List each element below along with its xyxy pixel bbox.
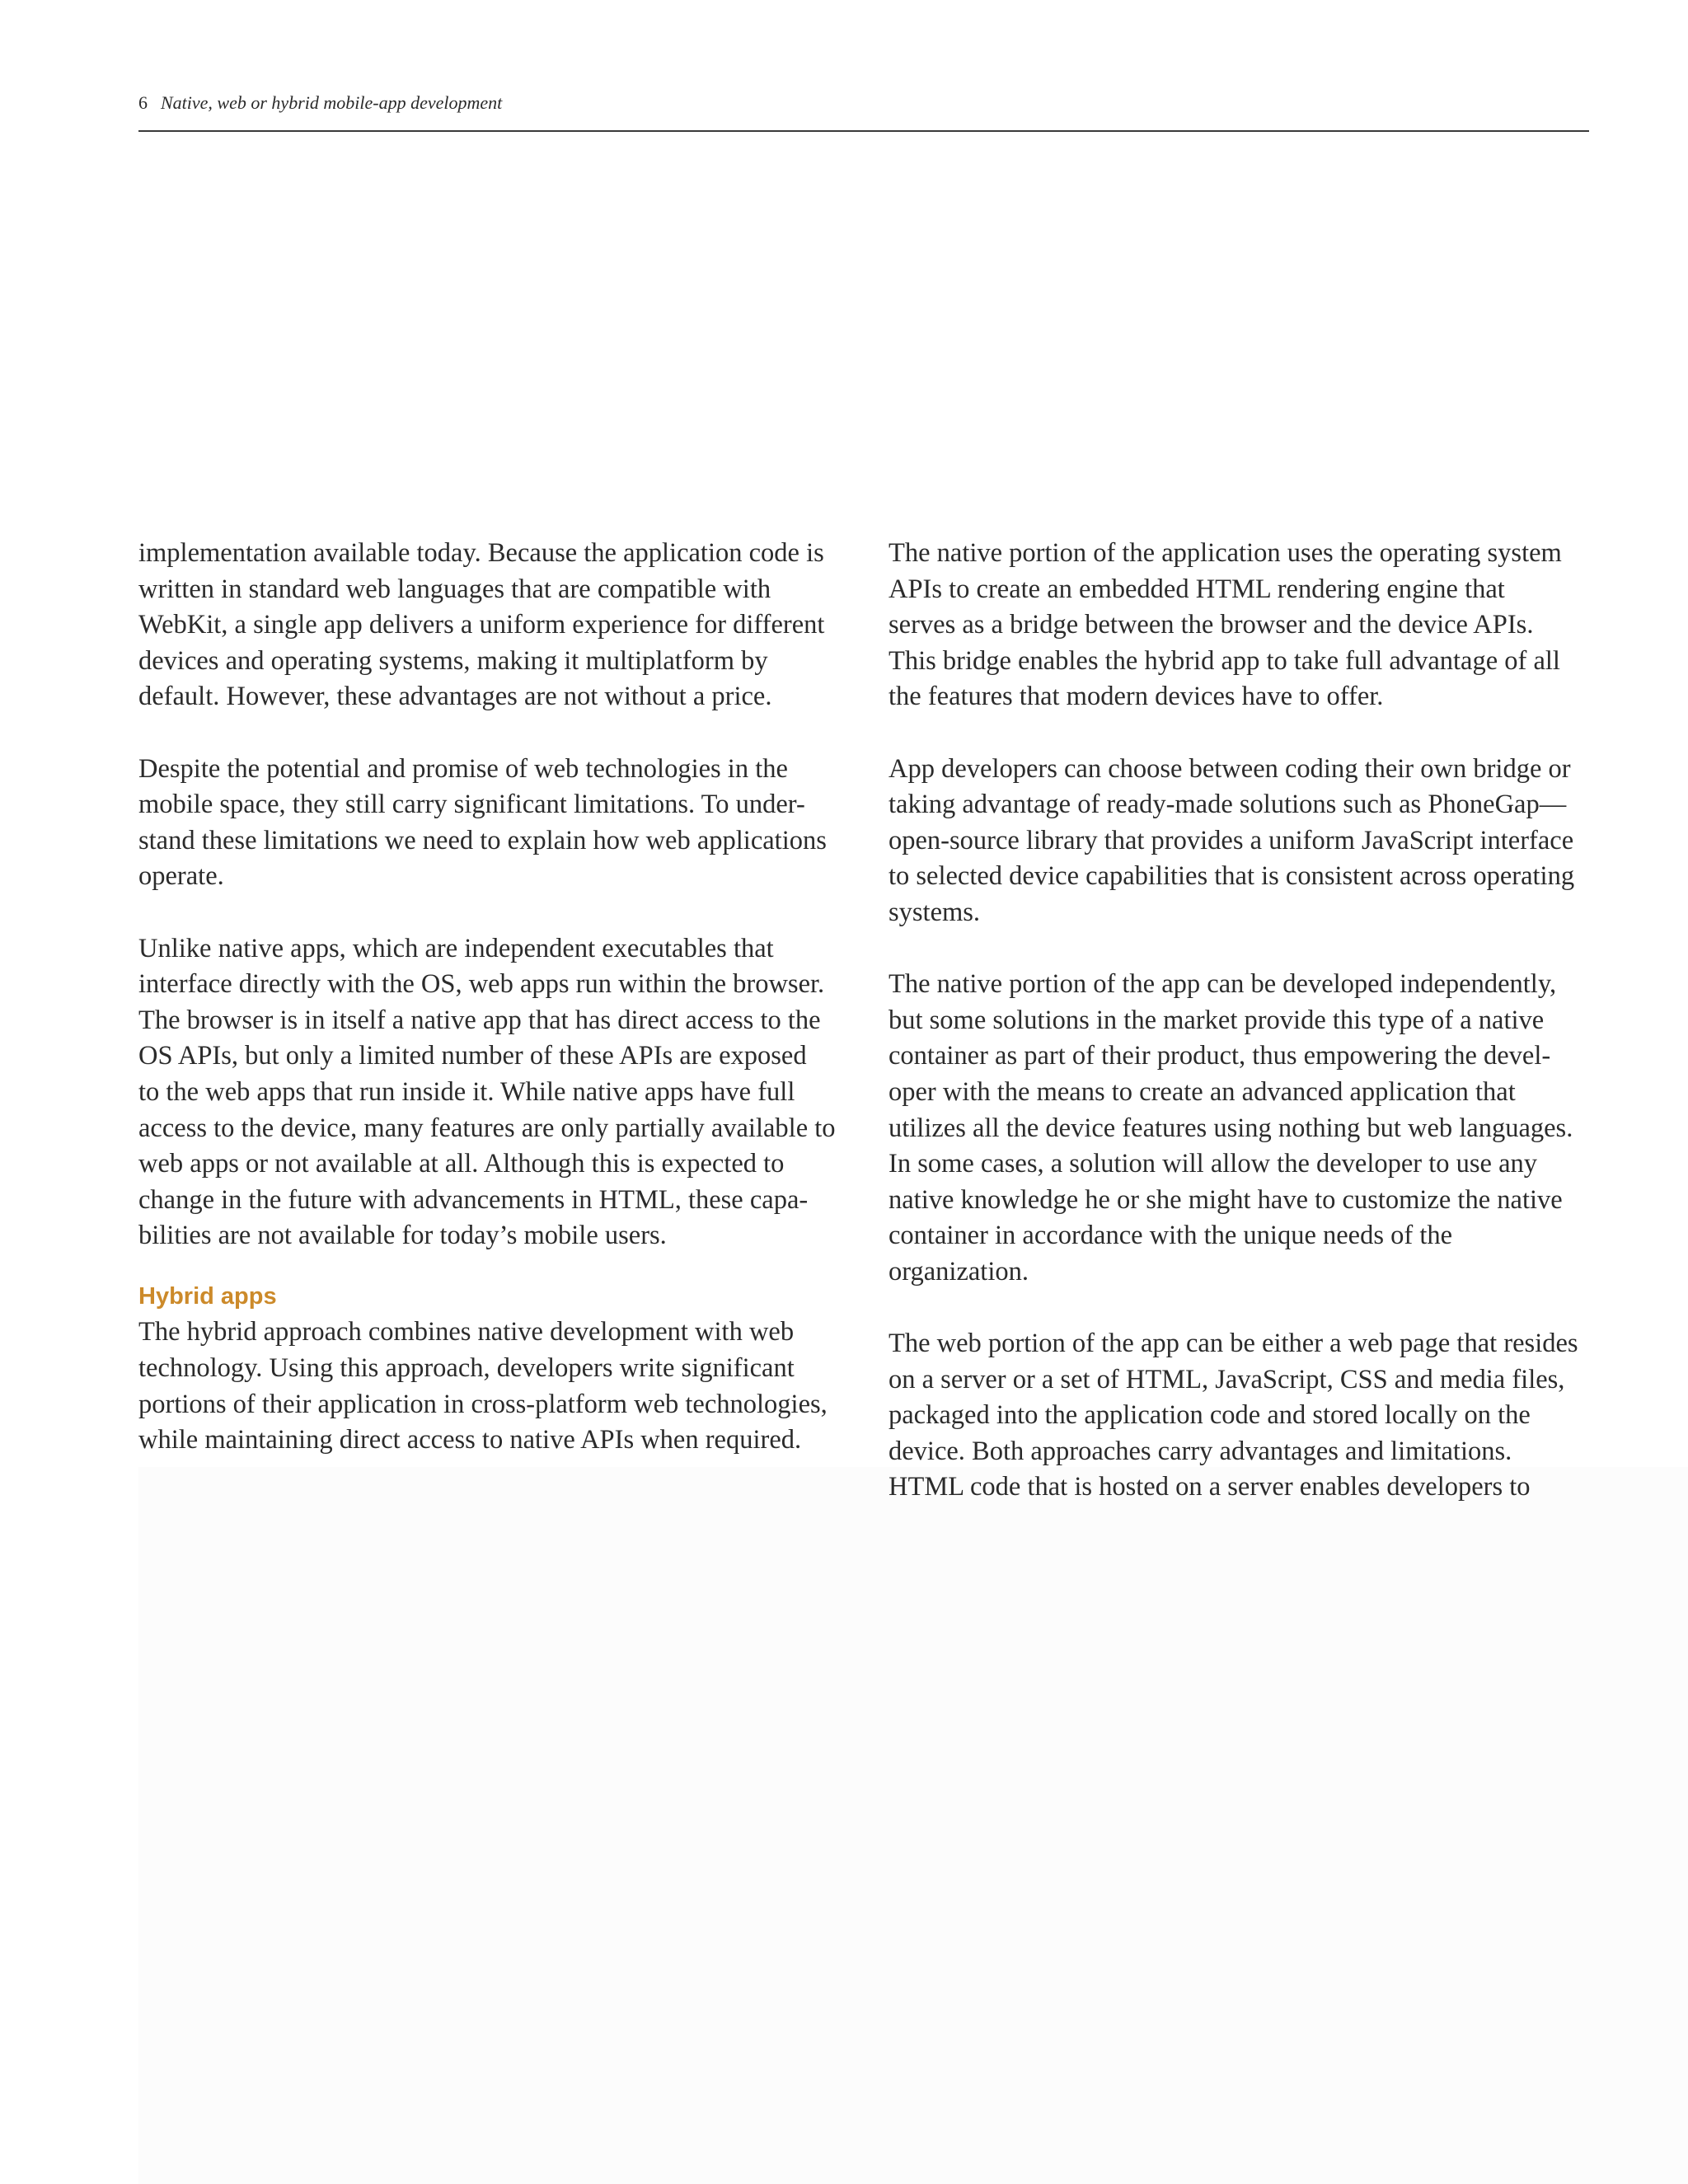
running-title: Native, web or hybrid mobile-app development xyxy=(161,92,503,113)
paragraph-native-container: The native portion of the app can be developed independently, but some solutions in the market provide this type of a native container as part of their product, thus empowering the devel- oper with the means to create an advanced application that utilizes all the device features using nothing but web languages. In some cases, a solution will allow the developer to use any native knowledge he or she might have to customize the native container in accordance with the unique needs of the organization. xyxy=(889,969,1573,1286)
paragraph-web-portion: The web portion of the app can be either a web page that resides on a server or a set of HTML, JavaScript, CSS and media files, packaged into the application code and stored locally on the device. Both approaches carry advantages and limitations. HTML code that is hosted on a server enables developers to xyxy=(889,1329,1578,1502)
left-text-column xyxy=(138,536,839,1459)
paragraph-phonegap: App developers can choose between coding their own bridge or taking advantage of ready-made solutions such as PhoneGap— open-source library that provides a uniform JavaScript interface to selected device capabilities that is consistent across operating systems. xyxy=(889,753,1575,927)
section-heading-hybrid-apps: Hybrid apps xyxy=(138,1282,277,1310)
paragraph-webkit-advantages: implementation available today. Because the application code is written in standard web languages that are compatible with WebKit, a single app delivers a uniform experience for different devices and operating systems, making it multiplatform by default. However, these advantages are not without a price. xyxy=(138,538,825,712)
paragraph-web-apps-browser: Unlike native apps, which are independent executables that interface directly with the OS, web apps run within the browser. The browser is in itself a native app that has direct access to the OS APIs, but only a limited number of these APIs are exposed to the web apps that run inside it. While native apps have full access to the device, many features are only partially available to web apps or not available at all. Although this is expected to change in the future with advancements in HTML, these capa- bilities are not available for today’s mobile users. xyxy=(138,933,836,1251)
page-background-shade xyxy=(138,1467,1688,2184)
paragraph-hybrid-approach: The hybrid approach combines native development with web technology. Using this approach, developers write significant portions of their application in cross-platform web technologies, while maintaining direct access to native APIs when required. xyxy=(138,1317,828,1455)
page-number: 6 xyxy=(138,92,148,113)
right-text-column xyxy=(889,536,1589,1506)
header-divider xyxy=(138,130,1589,132)
paragraph-web-limitations: Despite the potential and promise of web technologies in the mobile space, they still carry significant limitations. To under- stand these limitations we need to explain how web applications operate. xyxy=(138,753,827,892)
paragraph-native-portion-bridge: The native portion of the application uses the operating system APIs to create an embedded HTML rendering engine that serves as a bridge between the browser and the device APIs. This bridge enables the hybrid app to take full advantage of all the features that modern devices have to offer. xyxy=(889,538,1562,712)
running-header xyxy=(138,92,502,114)
